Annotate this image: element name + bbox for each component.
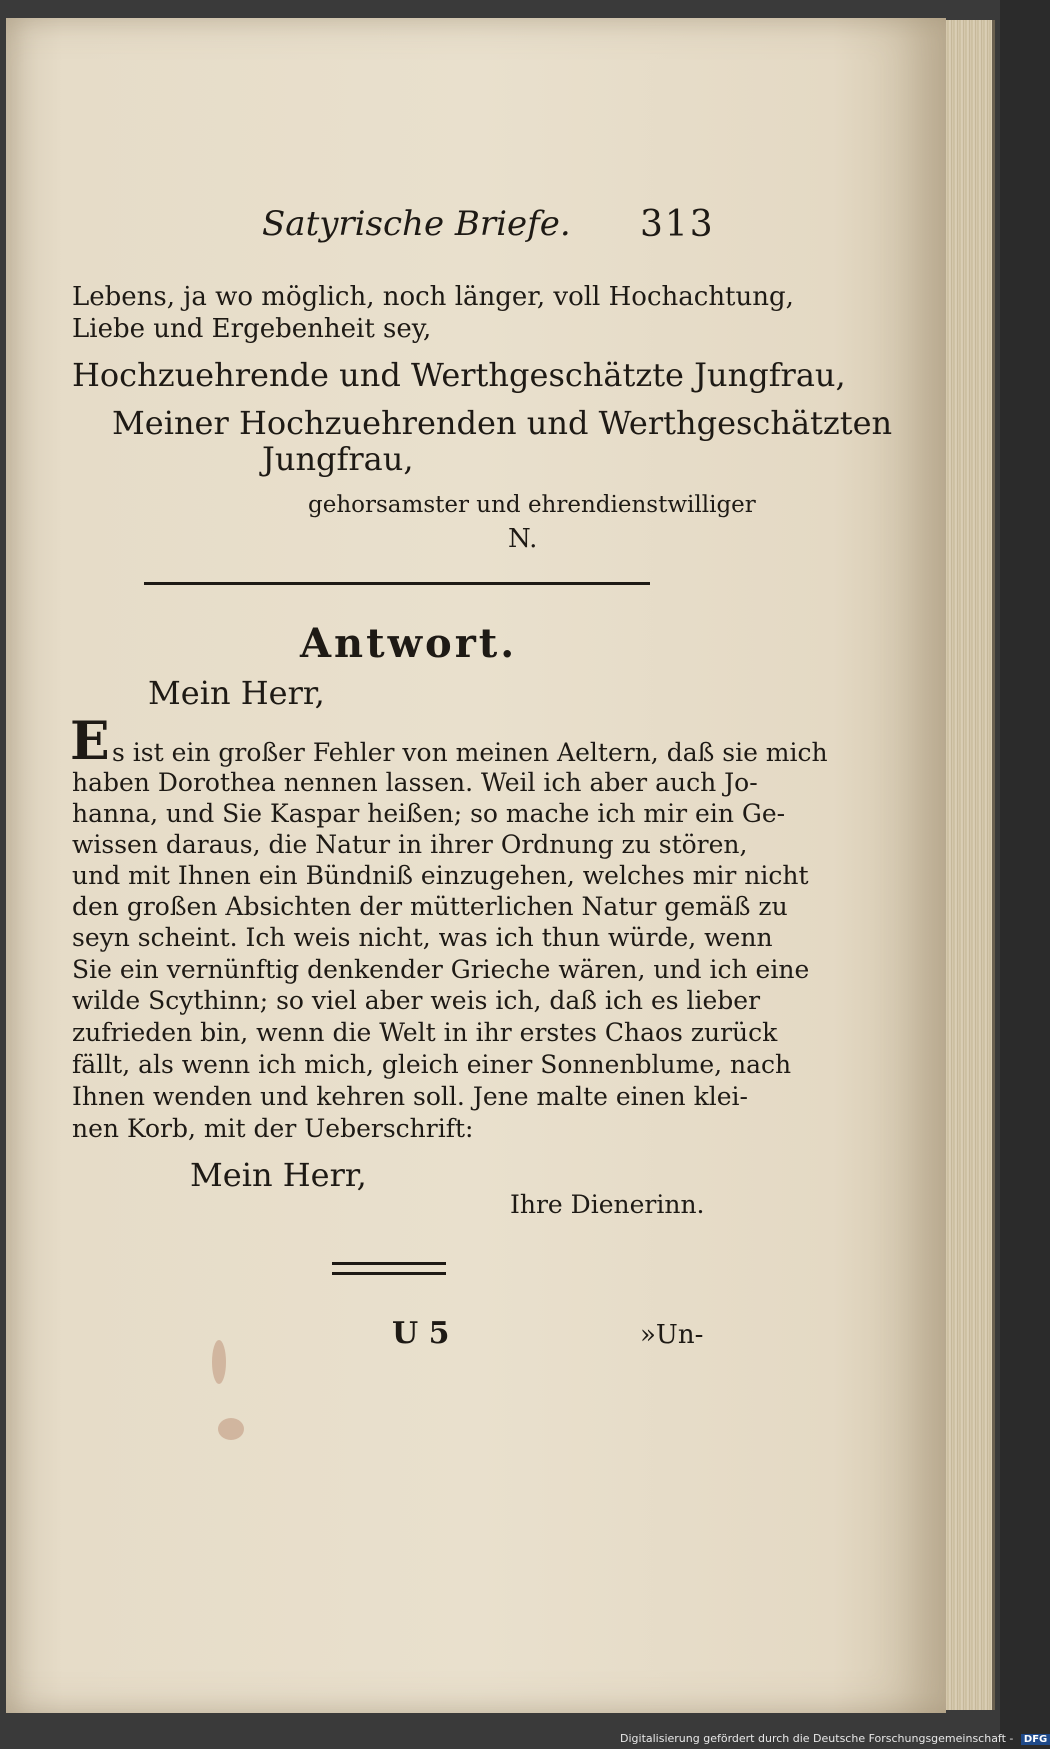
credit-text: Digitalisierung gefördert durch die Deutsche Forschungsgemeinschaft - [620,1732,1014,1745]
paragraph-line: seyn scheint. Ich weis nicht, was ich thun würde, wenn [72,923,773,952]
paragraph-line: nen Korb, mit der Ueberschrift: [72,1114,474,1143]
paragraph-line: wissen daraus, die Natur in ihrer Ordnung zu stören, [72,830,748,859]
closing-signoff: gehorsamster und ehrendienstwilliger [308,492,756,518]
closing-address: Meiner Hochzuehrenden und Werthgeschätzten [112,404,893,442]
closing-line: Lebens, ja wo möglich, noch länger, voll Hochachtung, [72,282,794,312]
catchword: »Un- [640,1320,704,1350]
stain-mark [212,1340,226,1384]
end-rule [332,1262,446,1265]
paragraph-line: Sie ein vernünftig denkender Grieche wären, und ich eine [72,955,810,984]
page-number: 313 [640,204,715,245]
drop-cap: E [70,711,110,772]
closing-address: Jungfrau, [262,440,414,478]
stain-mark [218,1418,244,1440]
paragraph-line: und mit Ihnen ein Bündniß einzugehen, welches mir nicht [72,861,809,890]
closing-line: Liebe und Ergebenheit sey, [72,314,432,344]
answer-signature: Ihre Dienerinn. [510,1190,705,1219]
closing-salutation: Mein Herr, [190,1156,367,1194]
paragraph-line: wilde Scythinn; so viel aber weis ich, daß ich es lieber [72,986,761,1015]
paragraph-line: haben Dorothea nennen lassen. Weil ich aber auch Jo- [72,768,758,797]
paragraph-line: den großen Absichten der mütterlichen Natur gemäß zu [72,892,788,921]
signature-mark: U 5 [392,1316,450,1351]
paragraph-line: zufrieden bin, wenn die Welt in ihr erstes Chaos zurück [72,1018,778,1047]
closing-signature: N. [508,524,538,554]
answer-heading: Antwort. [300,620,518,667]
paragraph-line: fällt, als wenn ich mich, gleich einer Sonnenblume, nach [72,1050,792,1079]
paragraph-line: hanna, und Sie Kaspar heißen; so mache ich mir ein Ge- [72,799,786,828]
page-edges [946,20,995,1710]
section-divider [144,582,650,585]
running-title: Satyrische Briefe. [262,204,571,244]
closing-address: Hochzuehrende und Werthgeschätzte Jungfrau, [72,356,846,394]
answer-salutation: Mein Herr, [148,674,325,712]
dfg-logo: DFG [1021,1734,1050,1745]
paragraph-line: Ihnen wenden und kehren soll. Jene malte einen klei- [72,1082,748,1111]
end-rule [332,1272,446,1275]
paragraph-line: s ist ein großer Fehler von meinen Aeltern, daß sie mich [112,738,828,767]
digitization-credit [620,1732,1050,1745]
